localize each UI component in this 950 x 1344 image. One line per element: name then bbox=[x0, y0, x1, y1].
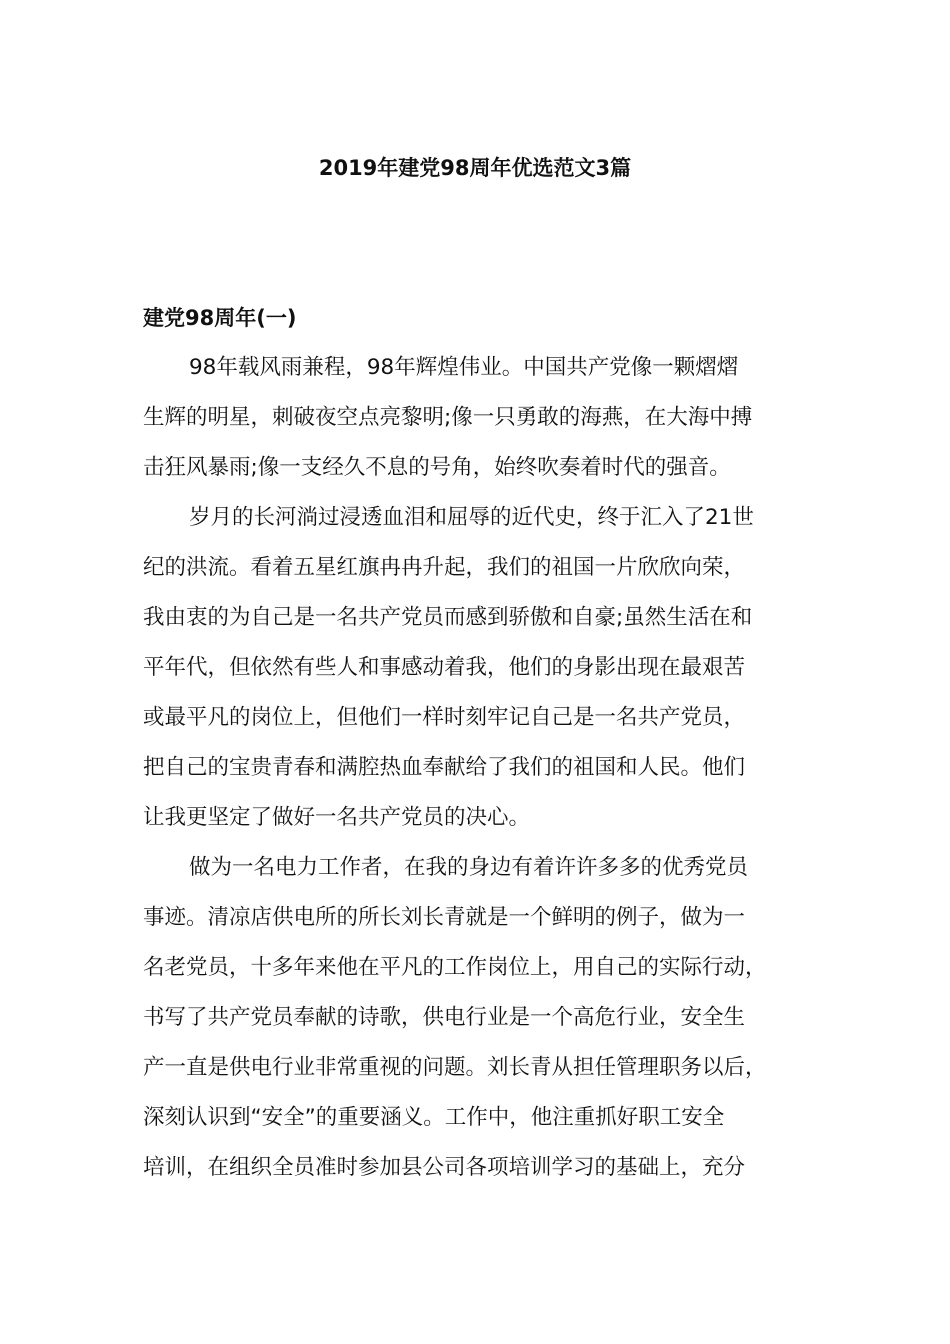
text-line: 平年代，但依然有些人和事感动着我，他们的身影出现在最艰苦 bbox=[143, 655, 746, 680]
text-line: 岁月的长河淌过浸透血泪和屈辱的近代史，终于汇入了21世 bbox=[189, 505, 754, 530]
text-line: 名老党员，十多年来他在平凡的工作岗位上，用自己的实际行动， bbox=[143, 955, 767, 980]
text-line: 生辉的明星，刺破夜空点亮黎明;像一只勇敢的海燕，在大海中搏 bbox=[143, 405, 753, 430]
text-line: 培训，在组织全员准时参加县公司各项培训学习的基础上，充分 bbox=[143, 1155, 746, 1180]
text-line: 深刻认识到“安全”的重要涵义。工作中，他注重抓好职工安全 bbox=[143, 1105, 725, 1130]
document-title: 2019年建党98周年优选范文3篇 bbox=[318, 156, 632, 180]
text-line: 或最平凡的岗位上，但他们一样时刻牢记自己是一名共产党员， bbox=[143, 705, 746, 730]
body-text bbox=[143, 350, 793, 1200]
text-line: 把自己的宝贵青春和满腔热血奉献给了我们的祖国和人民。他们 bbox=[143, 755, 746, 780]
text-line: 事迹。清凉店供电所的所长刘长青就是一个鲜明的例子，做为一 bbox=[143, 905, 746, 930]
text-line: 让我更坚定了做好一名共产党员的决心。 bbox=[143, 805, 531, 830]
section-heading: 建党98周年(一) bbox=[143, 306, 297, 330]
text-line: 纪的洪流。看着五星红旗冉冉升起，我们的祖国一片欣欣向荣， bbox=[143, 555, 746, 580]
text-line: 书写了共产党员奉献的诗歌，供电行业是一个高危行业，安全生 bbox=[143, 1005, 746, 1030]
text-line: 98年载风雨兼程，98年辉煌伟业。中国共产党像一颗熠熠 bbox=[189, 355, 739, 380]
text-line: 击狂风暴雨;像一支经久不息的号角，始终吹奏着时代的强音。 bbox=[143, 455, 731, 480]
text-line: 做为一名电力工作者，在我的身边有着许许多多的优秀党员 bbox=[189, 855, 749, 880]
text-line: 产一直是供电行业非常重视的问题。刘长青从担任管理职务以后， bbox=[143, 1055, 767, 1080]
text-line: 我由衷的为自己是一名共产党员而感到骄傲和自豪;虽然生活在和 bbox=[143, 605, 753, 630]
